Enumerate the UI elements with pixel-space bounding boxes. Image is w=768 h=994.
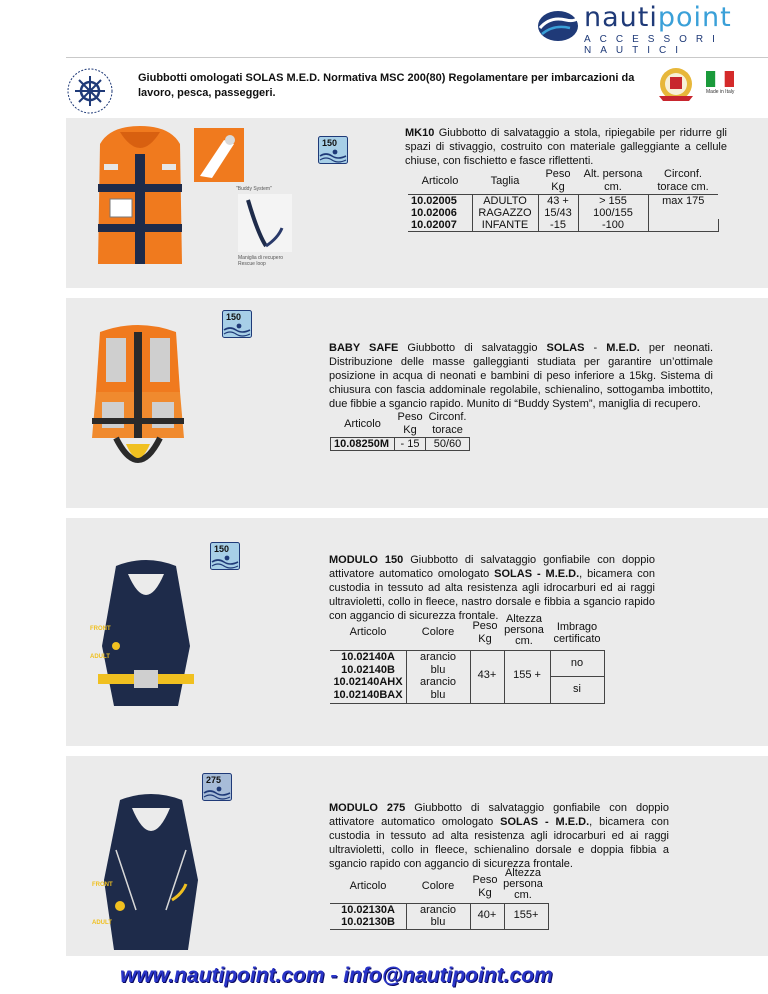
rescue-loop-photo bbox=[238, 194, 292, 252]
table-header: Imbrago certificato bbox=[553, 621, 601, 645]
footer-contact-link[interactable]: www.nautipoint.com - info@nautipoint.com bbox=[120, 964, 553, 987]
photo-caption: Maniglia di recupero Rescue loop bbox=[238, 255, 284, 267]
spec-table bbox=[330, 868, 550, 930]
table-row: 10.02140BAX bbox=[333, 688, 403, 701]
quality-badge-icon bbox=[655, 66, 697, 102]
table-cell: blu bbox=[430, 688, 446, 701]
weight-value: 40+ bbox=[477, 909, 497, 921]
harness-yes: si bbox=[573, 683, 581, 695]
table-header: Peso Kg bbox=[472, 874, 498, 899]
table-row: 10.02006 RAGAZZO 15/43 100/155 bbox=[408, 207, 718, 219]
vest-print: ADULT bbox=[92, 920, 112, 926]
badge-value: 150 bbox=[214, 544, 230, 554]
height-value: 155+ bbox=[513, 909, 539, 921]
flag-icon bbox=[706, 71, 734, 87]
vest-print: FRONT bbox=[92, 882, 113, 888]
badge-value: 150 bbox=[322, 138, 338, 148]
color-list bbox=[406, 651, 470, 701]
table-row: 10.02130B bbox=[341, 916, 395, 928]
badge-value: 150 bbox=[226, 312, 242, 322]
table-header: Peso Kg bbox=[472, 620, 498, 645]
product-name: MK10 bbox=[405, 127, 435, 139]
table-row: 10.02140A bbox=[341, 651, 395, 663]
product-name: MODULO 275 bbox=[329, 802, 406, 814]
table-header: Altezza persona cm. bbox=[503, 867, 543, 901]
table-row: 10.02005 ADULTO 43 + > 155 max 175 bbox=[408, 195, 718, 208]
table-header: Articolo Taglia Peso Kg Alt. persona cm. Circonf. torace cm. bbox=[421, 168, 709, 193]
table-row: 10.02140AHX bbox=[333, 676, 403, 688]
weight-value: 43+ bbox=[477, 669, 497, 681]
helm-icon bbox=[60, 66, 120, 116]
table-cell: blu bbox=[430, 916, 446, 928]
table-header: Articolo Peso Kg Circonf. torace bbox=[344, 411, 467, 436]
table-row: 10.08250M - 15 50/60 bbox=[331, 438, 470, 451]
brand-name: nautipoint bbox=[584, 2, 732, 33]
spec-table bbox=[408, 168, 719, 232]
harness-divider bbox=[550, 676, 604, 677]
whistle-photo bbox=[194, 128, 244, 182]
product-description: MODULO 150 Giubbotto di salvataggio gonfiabile con doppio attivatore automatico omologato SOLAS - M.E.D., bicamera con custodia in tessuto ad alta resistenza agli idrocarburi ed ai raggi ultravioletti, collo in fleece, nastro dorsale e fibbia a sgancio rapido con aggancio di sicurezza frontale. bbox=[329, 554, 656, 622]
vest-photo bbox=[90, 124, 190, 274]
table-cell: blu bbox=[430, 663, 446, 676]
height-value: 155 + bbox=[513, 669, 541, 681]
inflatable-vest-photo bbox=[86, 556, 206, 718]
vest-print: ADULT bbox=[90, 654, 110, 660]
table-row: 10.02140B bbox=[341, 663, 395, 676]
product-description: MK10 Giubbotto di salvataggio a stola, ripiegabile per ridurre gli spazi di stivaggio, costruito con materiale galleggiante a cellule chiuse, con fischietto e fasce riflettenti. bbox=[405, 127, 727, 167]
globe-icon bbox=[536, 8, 580, 44]
table-cell: arancio bbox=[419, 904, 457, 916]
header-divider bbox=[66, 57, 768, 58]
product-name: BABY SAFE bbox=[329, 342, 399, 354]
baby-vest-photo bbox=[86, 322, 190, 488]
spec-table bbox=[330, 411, 470, 451]
table-row: 10.02007 INFANTE -15 -100 bbox=[408, 219, 718, 232]
table-header: Articolo bbox=[349, 880, 387, 892]
rating-badge bbox=[222, 310, 252, 343]
table-header: Altezza persona cm. bbox=[504, 613, 544, 647]
article-list bbox=[330, 904, 406, 928]
badge-value: 275 bbox=[206, 775, 222, 785]
table-header: Articolo bbox=[349, 626, 387, 638]
rating-badge bbox=[210, 542, 240, 575]
product-description: MODULO 275 Giubbotto di salvataggio gonfiabile con doppio attivatore automatico omologato SOLAS - M.E.D., bicamera con custodia in tessuto ad alta resistenza agli idrocarburi ed ai raggi ultravioletti, collo in fleece, schienalino dorsale e doppia fibbia a sgancio rapido con aggancio di sicurezza frontale. bbox=[329, 802, 670, 870]
made-in-italy-caption: Made in Italy bbox=[706, 89, 735, 95]
harness-no: no bbox=[570, 657, 584, 669]
table-cell: arancio bbox=[419, 676, 457, 688]
brand-tagline: ACCESSORI NAUTICI bbox=[584, 34, 724, 56]
color-list bbox=[406, 904, 470, 928]
vest-print: FRONT bbox=[90, 626, 111, 632]
inflatable-vest-photo bbox=[86, 790, 216, 956]
rating-badge bbox=[318, 136, 348, 169]
intro-text: Giubbotti omologati SOLAS M.E.D. Normativa MSC 200(80) Regolamentare per imbarcazioni da lavoro, pesca, passeggeri. bbox=[138, 72, 635, 99]
table-header: Colore bbox=[421, 880, 455, 892]
product-description: BABY SAFE Giubbotto di salvataggio SOLAS - M.E.D. per neonati. Distribuzione delle masse galleggianti studiata per garantire un’ottimale posizione in acqua di neonati e bambini di peso inferiore a 15kg. Sistema di chiusura con fascia addominale regolabile, schienalino, sottogamba imbottito, due fibbie a sgancio rapido. Munito di “Buddy System”, maniglia di recupero. bbox=[329, 342, 714, 410]
spec-table bbox=[330, 613, 601, 702]
product-name: MODULO 150 bbox=[329, 554, 404, 566]
table-row: 10.02130A bbox=[341, 904, 395, 916]
table-header: Colore bbox=[421, 626, 455, 638]
article-list bbox=[330, 651, 406, 701]
photo-caption: "Buddy System" bbox=[236, 186, 272, 192]
table-cell: arancio bbox=[419, 651, 457, 663]
